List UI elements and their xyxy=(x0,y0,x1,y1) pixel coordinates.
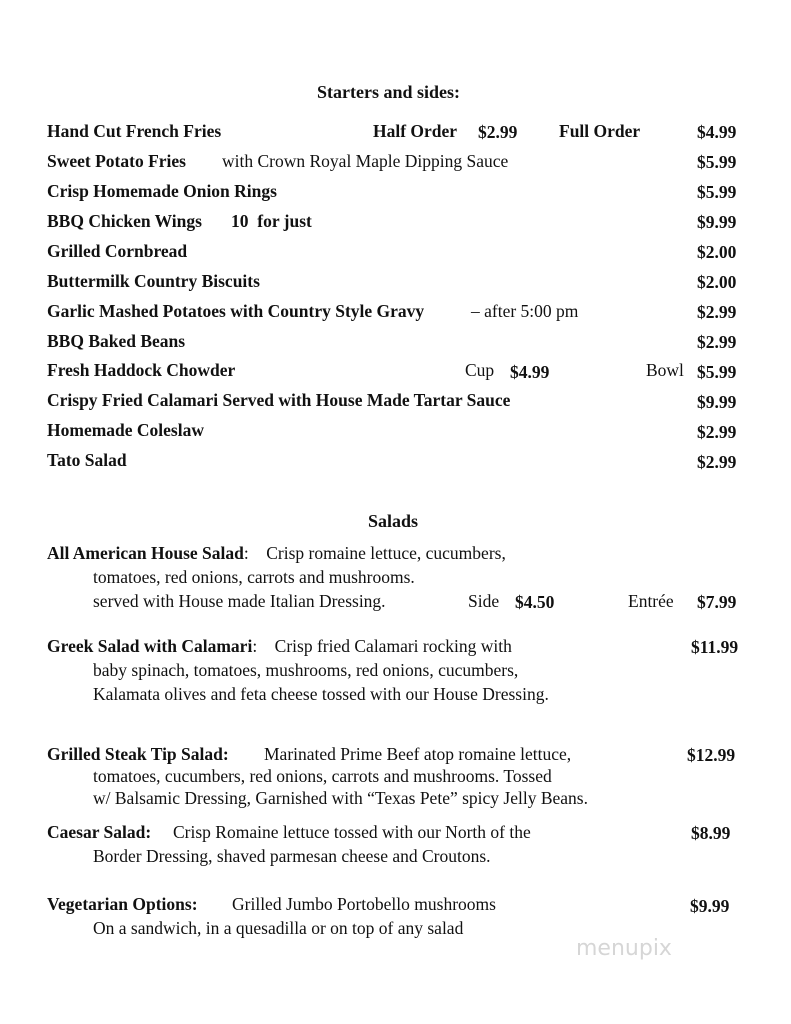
salad-house-entree-label: Entrée xyxy=(628,591,674,611)
salad-house xyxy=(47,542,506,564)
salad-house-line1: : Crisp romaine lettuce, cucumbers, xyxy=(243,543,506,563)
item-chowder-cup-label: Cup xyxy=(465,360,495,380)
item-fries-name: Hand Cut French Fries xyxy=(47,121,222,141)
salad-greek-price: $11.99 xyxy=(691,637,739,657)
item-mashed-desc: – after 5:00 pm xyxy=(471,301,579,321)
salad-house-side-price: $4.50 xyxy=(515,592,555,612)
item-chowder-name: Fresh Haddock Chowder xyxy=(47,360,236,380)
salad-steak-line3: w/ Balsamic Dressing, Garnished with “Texas Pete” spicy Jelly Beans. xyxy=(93,788,588,808)
item-wings-name: BBQ Chicken Wings xyxy=(47,211,202,231)
salad-veg-name: Vegetarian Options: xyxy=(47,894,198,914)
salad-steak-price: $12.99 xyxy=(687,745,736,765)
item-sweet-desc: with Crown Royal Maple Dipping Sauce xyxy=(222,151,509,171)
salad-caesar-price: $8.99 xyxy=(691,823,731,843)
salad-caesar-line1: Crisp Romaine lettuce tossed with our North of the xyxy=(173,822,531,842)
salad-house-name: All American House Salad xyxy=(47,543,244,563)
salad-caesar-line2: Border Dressing, shaved parmesan cheese and Croutons. xyxy=(93,846,491,866)
item-mashed-price: $2.99 xyxy=(697,302,737,322)
salad-house-entree-price: $7.99 xyxy=(697,592,737,612)
item-coleslaw-name: Homemade Coleslaw xyxy=(47,420,204,440)
item-wings-price: $9.99 xyxy=(697,212,737,232)
salad-greek-line1: : Crisp fried Calamari rocking with xyxy=(252,636,512,656)
item-sweet-name: Sweet Potato Fries xyxy=(47,151,186,171)
salad-house-side-label: Side xyxy=(468,591,500,611)
salad-veg-line1: Grilled Jumbo Portobello mushrooms xyxy=(232,894,496,914)
item-biscuits-price: $2.00 xyxy=(697,272,737,292)
item-rings-price: $5.99 xyxy=(697,182,737,202)
menupix-watermark: menupix xyxy=(576,936,672,961)
salads-title: Salads xyxy=(368,511,419,531)
item-mashed-name: Garlic Mashed Potatoes with Country Style Gravy xyxy=(47,301,425,321)
item-rings-name: Crisp Homemade Onion Rings xyxy=(47,181,277,201)
salad-house-line2: tomatoes, red onions, carrots and mushrooms. xyxy=(93,567,415,587)
salad-greek-line2: baby spinach, tomatoes, mushrooms, red onions, cucumbers, xyxy=(93,660,519,680)
salad-caesar-name: Caesar Salad: xyxy=(47,822,152,842)
salad-greek xyxy=(47,635,512,657)
item-chowder-bowl-price: $5.99 xyxy=(697,362,737,382)
item-coleslaw-price: $2.99 xyxy=(697,422,737,442)
salad-house-line3: served with House made Italian Dressing. xyxy=(93,591,386,611)
item-cornbread-price: $2.00 xyxy=(697,242,737,262)
item-sweet-price: $5.99 xyxy=(697,152,737,172)
item-cornbread-name: Grilled Cornbread xyxy=(47,241,188,261)
salad-steak-line2: tomatoes, cucumbers, red onions, carrots and mushrooms. Tossed xyxy=(93,766,552,786)
salad-veg-price: $9.99 xyxy=(690,896,730,916)
salad-veg-line2: On a sandwich, in a quesadilla or on top of any salad xyxy=(93,918,464,938)
item-calamari-name: Crispy Fried Calamari Served with House Made Tartar Sauce xyxy=(47,390,511,410)
item-chowder-cup-price: $4.99 xyxy=(510,362,550,382)
item-tato-name: Tato Salad xyxy=(47,450,127,470)
item-fries-full-label: Full Order xyxy=(559,121,641,141)
salad-greek-name: Greek Salad with Calamari xyxy=(47,636,253,656)
item-biscuits-name: Buttermilk Country Biscuits xyxy=(47,271,260,291)
item-fries-full-price: $4.99 xyxy=(697,122,737,142)
item-calamari-price: $9.99 xyxy=(697,392,737,412)
item-beans-name: BBQ Baked Beans xyxy=(47,331,186,351)
salad-greek-line3: Kalamata olives and feta cheese tossed with our House Dressing. xyxy=(93,684,549,704)
item-beans-price: $2.99 xyxy=(697,332,737,352)
item-fries-half-price: $2.99 xyxy=(478,122,518,142)
item-chowder-bowl-label: Bowl xyxy=(646,360,684,380)
starters-title: Starters and sides: xyxy=(317,82,460,102)
item-tato-price: $2.99 xyxy=(697,452,737,472)
item-wings-desc: 10 for just xyxy=(231,211,312,231)
salad-steak-line1: Marinated Prime Beef atop romaine lettuce, xyxy=(264,744,572,764)
item-fries-half-label: Half Order xyxy=(373,121,458,141)
salad-steak-name: Grilled Steak Tip Salad: xyxy=(47,744,229,764)
